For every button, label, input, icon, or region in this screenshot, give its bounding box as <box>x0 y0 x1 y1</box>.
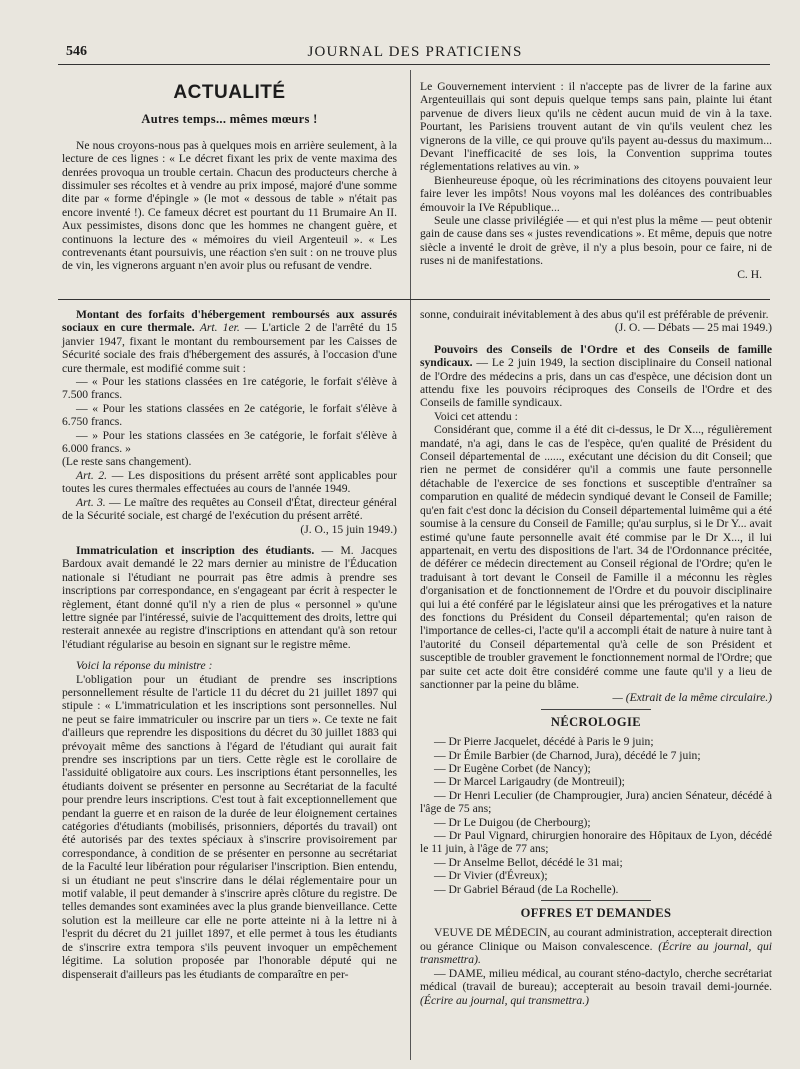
necrologie-heading: NÉCROLOGIE <box>550 714 642 729</box>
forfaits-art3-text: — Le maître des requêtes au Conseil d'État, directeur général de la Sécurité sociale, est chargé de l'exécution du présent arrêté. <box>62 495 398 523</box>
conseils-intro-text: — Le 2 juin 1949, la section disciplinaire du Conseil national de l'Ordre des médecins a pris, dans un cas d'espèce, une décision dont un attendu fixe les pouvoirs réciproques des Conseils de l'Ordre et des Conseils de famille syndicaux. <box>420 356 772 410</box>
immatriculation-title: Immatriculation et inscription des étudiants. <box>76 543 315 557</box>
forfaits-article <box>62 308 397 375</box>
conseils-source: — (Extrait de la même circulaire.) <box>612 691 772 705</box>
necrologie-entry: — Dr Paul Vignard, chirurgien honoraire des Hôpitaux de Lyon, décédé le 11 juin, à l'âge de 77 ans; <box>420 829 772 856</box>
forfaits-art3-label: Art. 3. <box>76 495 106 509</box>
left-bottom-column <box>62 308 397 981</box>
immatriculation-reply-label: Voici la réponse du ministre : <box>76 659 213 673</box>
header-rule <box>58 64 770 65</box>
conseils-intro <box>420 343 772 410</box>
offres-ad-1-text: VEUVE DE MÉDECIN, au courant administration, accepterait direction ou gérance Clinique ou Maison convalescence. <box>420 926 772 953</box>
immatriculation-intro <box>62 544 397 651</box>
forfaits-item-2: — « Pour les stations classées en 2e catégorie, le forfait s'élève à 6.750 francs. <box>62 401 397 429</box>
actualite-paragraph-1: Ne nous croyons-nous pas à quelques mois en arrière seulement, à la lecture de ces lignes : « Le décret fixant les prix de vente maxima des denrées provoqua un trouble certain. Chacun des producteurs cherche à dissimuler ses récoltes et à vendre au prix imposé, majoré d'une somme dite par « forme d'épingle » (le mot « dessous de table » n'était pas encore inventé !). Ce fameux décret est pourtant du 11 Brumaire An II. Aux pessimistes, disons donc que les hommes ne changent guère, et continuons la lecture des « mémoires du vieil Argenteuil ». « Les contrevenants étant poursuivis, une réaction s'en suit : on ne trouve plus de vin, les vignerons arguant n'en avoir plus ou refusant de vendre. <box>62 138 397 273</box>
necrologie-entry: — Dr Émile Barbier (de Charnod, Jura), décédé le 7 juin; <box>434 748 701 762</box>
necrologie-entry: — Dr Anselme Bellot, décédé le 31 mai; <box>434 855 623 869</box>
column-divider <box>410 70 411 1060</box>
spacer <box>62 536 397 544</box>
spacer <box>420 335 772 343</box>
offres-ad-2-note: (Écrire au journal, qui transmettra.) <box>420 993 589 1007</box>
necrologie-entry: — Dr Pierre Jacquelet, décédé à Paris le 9 juin; <box>434 735 654 749</box>
offres-ad-2 <box>420 967 772 1007</box>
necrologie-list <box>420 735 772 896</box>
necrologie-entry: — Dr Vivier (d'Évreux); <box>434 869 548 883</box>
section-divider <box>58 299 770 300</box>
actualite-column-continued <box>420 80 772 281</box>
actualite-column <box>62 80 397 273</box>
immatriculation-intro-text: — M. Jacques Bardoux avait demandé le 22 mars dernier au ministre de l'Éducation nationale si l'étudiant ne pourrait pas être admis à prendre ses inscriptions par correspondance, en s'engageant par écrit à respecter le règlement, étant donné qu'il n'y a rien de plus « personnel » qu'une lettre signée par l'intéressé, suivie de l'acquittement des droits, lettre qui resterait annexée au registre d'inscriptions en attendant qu'à son retour l'étudiant régularise au besoin en signant sur le registre même. <box>62 543 398 651</box>
right-bottom-column <box>420 308 772 1007</box>
offres-ad-1 <box>420 926 772 966</box>
actualite-paragraph-4: Seule une classe privilégiée — et qui n'est plus la même — peut obtenir gain de cause dans ses « justes revendications ». Et même, depuis que notre siècle a inventé le droit de grève, il n'y a plus besoin, pour ce faire, ni de ruses ni de manifestations. <box>420 214 772 268</box>
necrologie-entry: — Dr Marcel Larigaudry (de Montreuil); <box>434 775 625 789</box>
conseils-title: Pouvoirs des Conseils de l'Ordre et des Conseils de famille syndicaux. <box>420 342 772 370</box>
immatriculation-source: (J. O. — Débats — 25 mai 1949.) <box>614 321 772 335</box>
conseils-voici: Voici cet attendu : <box>434 409 518 423</box>
page-number: 546 <box>66 44 87 59</box>
forfaits-art1-text: — L'article 2 de l'arrêté du 15 janvier 1947, fixant le montant du remboursement par les Caisses de Sécurité sociale des frais d'hébergement des assurés, à l'occasion d'une cure thermale, est modifié comme suit : <box>62 321 397 375</box>
spacer <box>62 651 397 659</box>
necrologie-entry: — Dr Le Duigou (de Cherbourg); <box>434 815 591 829</box>
offres-heading: OFFRES ET DEMANDES <box>520 906 672 921</box>
actualite-heading: ACTUALITÉ <box>173 82 286 103</box>
forfaits-rest: (Le reste sans changement). <box>62 455 192 469</box>
journal-title: JOURNAL DES PRATICIENS <box>307 44 523 60</box>
forfaits-art2 <box>62 469 397 496</box>
actualite-paragraph-2: Le Gouvernement intervient : il n'accepte pas de livrer de la farine aux Argenteuillais qui sont depuis quelque temps sans pain, plainte lui étant parvenue de divers lieux qu'ils ne cèdent aucun muid de vin à la taxe. Pourtant, les Parisiens trouvent autant de vin qu'ils veulent chez les vignerons de la ville, ce qui prouve qu'ils payent au-dessus du maximum... Devant l'inefficacité de ses lois, la Convention supprima toutes réglementations relatives au vin. » <box>420 80 772 174</box>
forfaits-art2-text: — Les dispositions du présent arrêté sont applicables pour toutes les cures thermales effectuées au cours de l'année 1949. <box>62 468 397 496</box>
forfaits-source: (J. O., 15 juin 1949.) <box>300 522 397 536</box>
forfaits-item-1: — « Pour les stations classées en 1re catégorie, le forfait s'élève à 7.500 francs. <box>62 375 397 402</box>
necrologie-rule <box>541 709 651 710</box>
forfaits-art3 <box>62 496 397 523</box>
immatriculation-reply: L'obligation pour un étudiant de prendre ses inscriptions personnellement résulte de l'article 11 du décret du 21 juillet 1897 qui stipule : « L'immatriculation et les inscriptions sont personnelles. Nul ne peut se faire immatriculer ou inscrire par un tiers ». Ce texte ne fait d'ailleurs que reprendre les dispositions du décret du 30 juillet 1883 qui prévoyait même des sanctions à l'égard de l'étudiant qui aurait fait prendre ses inscriptions par un tiers. Cette règle est le corollaire de l'assiduité obligatoire aux cours. Les inscriptions étant personnelles, les étudiants doivent se présenter en personne au Secrétariat de la faculté pour prendre leurs inscriptions. C'est tout à fait exceptionnellement que pendant la guerre et en raison de la durée de leur éloignement certaines catégories d'étudiants (mobilisés, prisonniers, déportés du travail) ont été autorisés par des textes spéciaux à s'inscrire provisoirement par correspondance, à condition de se présenter en personne au secrétariat de la Faculté leur libération pour régulariser l'inscription. Bien entendu, si un étudiant ne peut s'inscrire dans le délai réglementaire pour un motif valable, il peut demander à s'inscrire après clôture du registre. De telles demandes sont examinées avec la plus grande bienveillance. Cette solution est la meilleure car elle ne porte atteinte ni à la lettre ni à l'esprit du décret du 21 juillet 1897, et elle permet à tous les étudiants de s'inscrire extra tempora s'ils peuvent invoquer un empêchement légitime. La solution proposée par l'honorable député qui ne dispenserait d'ailleurs pas les étudiants de comparaître en per- <box>62 672 397 981</box>
offres-rule <box>541 900 651 901</box>
actualite-subtitle: Autres temps... mêmes mœurs ! <box>141 112 318 127</box>
forfaits-item-3: — » Pour les stations classées en 3e catégorie, le forfait s'élève à 6.000 francs. » <box>62 428 397 456</box>
necrologie-entry: — Dr Henri Leculier (de Champrougier, Jura) ancien Sénateur, décédé à l'âge de 75 ans; <box>420 788 772 816</box>
offres-ad-1-note: (Écrire au journal, qui transmettra). <box>420 939 772 967</box>
forfaits-art1-label: Art. 1er. <box>199 321 240 335</box>
forfaits-art2-label: Art. 2. <box>76 468 108 482</box>
actualite-paragraph-3: Bienheureuse époque, où les récriminations des citoyens pouvaient leur faire lever les impôts! Nous voyons mal les doléances des contribuables émouvoir la IVe République... <box>420 173 772 214</box>
offres-ad-2-text: — DAME, milieu médical, au courant sténo-dactylo, cherche secrétariat médical (travail de bureau); accepterait au besoin travail demi-journée. <box>420 966 772 994</box>
necrologie-entry: — Dr Gabriel Béraud (de La Rochelle). <box>434 882 619 896</box>
actualite-signature: C. H. <box>737 267 762 281</box>
necrologie-entry: — Dr Eugène Corbet (de Nancy); <box>434 762 591 775</box>
forfaits-title: Montant des forfaits d'hébergement remboursés aux assurés sociaux en cure thermale. <box>62 308 397 335</box>
page-header <box>60 42 770 62</box>
immatriculation-continuation: sonne, conduirait inévitablement à des abus qu'il est préférable de prévenir. <box>420 308 769 321</box>
conseils-body: Considérant que, comme il a été dit ci-dessus, le Dr X..., régulièrement mandaté, n'a agi, dans le cas de l'espèce, qu'en qualité de Président du Conseil départemental de ......, exécutant une décision du dit Conseil; que rien ne permet de considérer qu'il a commis une faute personnelle détachable de l'exercice de ses fonctions et susceptible d'entraîner sa comparution en qualité de médecin syndiqué devant le Conseil de Famille; qu'en fait c'est donc la décision du Conseil départemental luimême qui a été soumise à la censure du Conseil de Famille; qu'au surplus, si le Dr Y... avait estimé qu'une faute personnelle avait été commise par le Dr X..., il lui appartenait, en vertu des dispositions de l'art. 34 de l'Ordonnance précitée, de déférer ce médecin directement au Conseil régional de l'Ordre; qu'en le traduisant à tort devant le Conseil de Famille il a méconnu les règles d'organisation et de fonctionnement de l'Ordre et du pouvoir disciplinaire qui lui a été conféré par le législateur ainsi que les prérogatives et la nature des fonctions du Président du Conseil départemental; qu'en raison de l'importance de celles-ci, l'acte qu'il a accompli était de nature à nuire tant à l'autorité du Conseil départemental qu'à celle de son Président et susceptible de troubler gravement le fonctionnement normal de l'Ordre; que par suite cet acte doit être considéré comme une faute qu'il y a lieu de sanctionner par la peine du blâme. <box>420 423 772 691</box>
